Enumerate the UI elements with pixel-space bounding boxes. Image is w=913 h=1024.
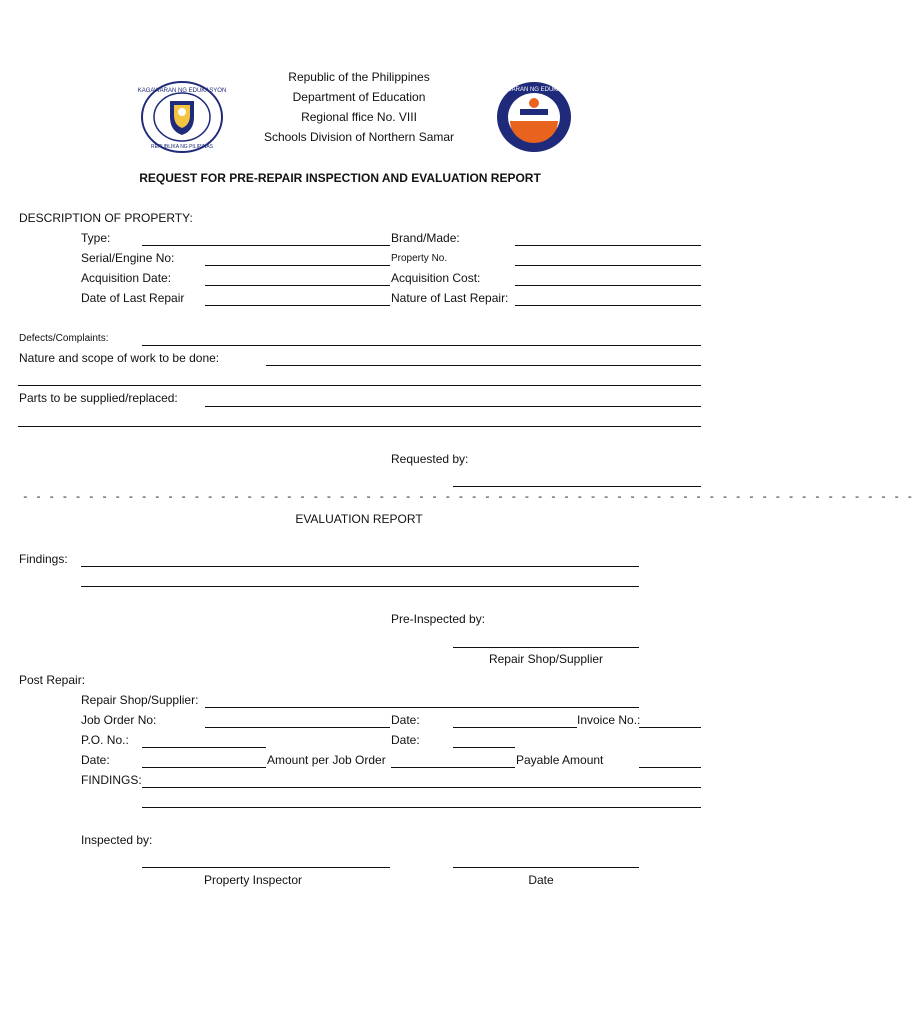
pre-inspected-signature[interactable]: [453, 647, 639, 648]
job-order-field[interactable]: [205, 727, 390, 728]
inspected-by-label: Inspected by:: [81, 833, 153, 847]
job-order-date-label: Date:: [391, 713, 420, 727]
brand-label: Brand/Made:: [391, 231, 460, 245]
serial-field[interactable]: [205, 265, 390, 266]
parts-field[interactable]: [205, 406, 701, 407]
property-no-field[interactable]: [515, 265, 701, 266]
nature-scope-label: Nature and scope of work to be done:: [19, 351, 220, 365]
parts-label: Parts to be supplied/replaced:: [19, 391, 178, 405]
type-field[interactable]: [142, 245, 390, 246]
property-inspector-caption: Property Inspector: [203, 873, 303, 887]
header-line-4: Schools Division of Northern Samar: [263, 130, 455, 144]
header-line-2: Department of Education: [292, 90, 426, 104]
invoice-field[interactable]: [639, 727, 701, 728]
repair-shop-caption: Repair Shop/Supplier: [488, 652, 604, 666]
shop-label: Repair Shop/Supplier:: [81, 693, 199, 707]
division-seal-logo: [489, 81, 579, 153]
serial-label: Serial/Engine No:: [81, 251, 175, 265]
last-repair-nature-label: Nature of Last Repair:: [391, 291, 509, 305]
type-label: Type:: [81, 231, 111, 245]
last-repair-nature-field[interactable]: [515, 305, 701, 306]
po-date-field[interactable]: [453, 747, 515, 748]
acquisition-cost-label: Acquisition Cost:: [391, 271, 481, 285]
date-field[interactable]: [142, 767, 266, 768]
defects-label: Defects/Complaints:: [19, 333, 109, 344]
cut-separator: - - - - - - - - - - - - - - - - - - - - - - - - - - - - - - - - - - - - - - - - - - - - - - - - - - - - - - - - - - - - - - - - - - - -: [22, 492, 913, 504]
po-date-label: Date:: [391, 733, 420, 747]
findings-field[interactable]: [81, 566, 639, 567]
amount-job-label: Amount per Job Order: [267, 753, 386, 767]
job-order-label: Job Order No:: [81, 713, 157, 727]
payable-field[interactable]: [639, 767, 701, 768]
invoice-label: Invoice No.:: [577, 713, 641, 727]
form-title: REQUEST FOR PRE-REPAIR INSPECTION AND EVALUATION REPORT: [139, 171, 541, 185]
svg-text:KAGAWARAN NG EDUKASYON: KAGAWARAN NG EDUKASYON: [489, 87, 579, 93]
inspector-signature[interactable]: [142, 867, 390, 868]
post-repair-heading: Post Repair:: [19, 673, 86, 687]
parts-field-2[interactable]: [18, 426, 701, 427]
pre-inspected-label: Pre-Inspected by:: [391, 612, 486, 626]
requested-by-signature[interactable]: [453, 486, 701, 487]
job-order-date-field[interactable]: [453, 727, 577, 728]
findings-field-2[interactable]: [81, 586, 639, 587]
amount-job-field[interactable]: [391, 767, 515, 768]
acquisition-date-field[interactable]: [205, 285, 390, 286]
post-findings-field-2[interactable]: [142, 807, 701, 808]
last-repair-date-label: Date of Last Repair: [81, 291, 185, 305]
deped-seal-logo: [137, 81, 227, 153]
inspection-date-field[interactable]: [453, 867, 639, 868]
svg-text:KAGAWARAN NG EDUKASYON: KAGAWARAN NG EDUKASYON: [137, 88, 227, 94]
payable-label: Payable Amount: [516, 753, 604, 767]
shop-field[interactable]: [205, 707, 639, 708]
po-field[interactable]: [142, 747, 266, 748]
description-heading: DESCRIPTION OF PROPERTY:: [19, 211, 193, 225]
date-caption: Date: [528, 873, 554, 887]
acquisition-date-label: Acquisition Date:: [81, 271, 172, 285]
post-findings-label: FINDINGS:: [81, 773, 142, 787]
last-repair-date-field[interactable]: [205, 305, 390, 306]
property-no-label: Property No.: [391, 253, 448, 264]
findings-label: Findings:: [19, 552, 68, 566]
requested-by-label: Requested by:: [391, 452, 469, 466]
brand-field[interactable]: [515, 245, 701, 246]
nature-scope-field-2[interactable]: [18, 385, 701, 386]
acquisition-cost-field[interactable]: [515, 285, 701, 286]
svg-text:REPUBLIKA NG PILIPINAS: REPUBLIKA NG PILIPINAS: [151, 144, 213, 150]
post-findings-field[interactable]: [142, 787, 701, 788]
nature-scope-field[interactable]: [266, 365, 701, 366]
header-line-1: Republic of the Philippines: [288, 70, 430, 84]
po-label: P.O. No.:: [81, 733, 129, 747]
date-label: Date:: [81, 753, 110, 767]
header-line-3: Regional ffice No. VIII: [301, 110, 417, 124]
defects-field[interactable]: [142, 345, 701, 346]
evaluation-heading: EVALUATION REPORT: [295, 512, 423, 526]
